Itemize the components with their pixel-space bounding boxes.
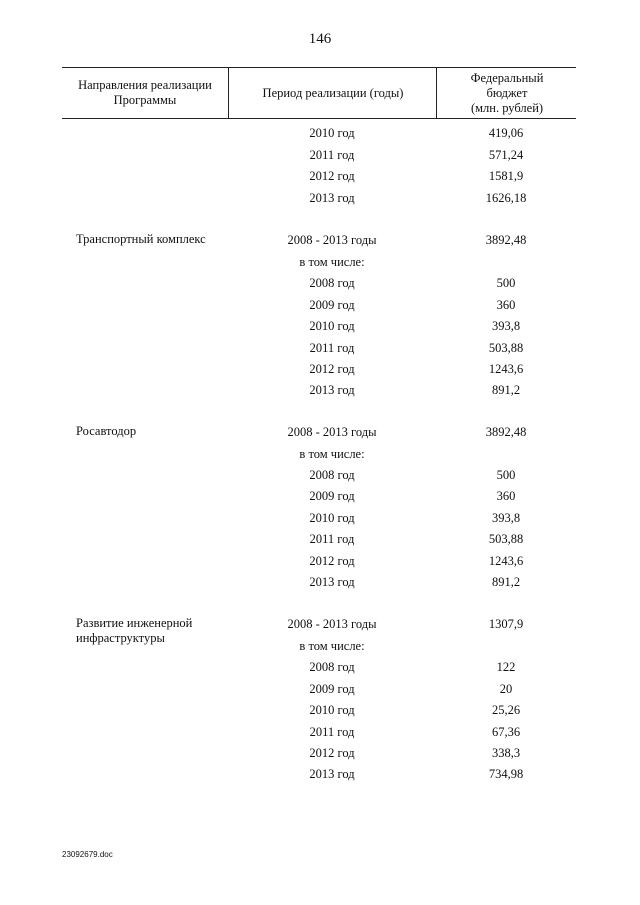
row-period: 2011 год [309, 532, 355, 546]
table-header [62, 67, 576, 119]
table-row [0, 295, 640, 315]
row-budget: 1243,6 [488, 554, 524, 568]
row-period: 2009 год [309, 682, 355, 696]
row-direction: Транспортный комплекс [76, 232, 206, 246]
document-filename: 23092679.doc [62, 850, 113, 859]
row-period: 2012 год [309, 554, 355, 568]
row-period: 2013 год [309, 191, 355, 205]
row-budget: 1307,9 [488, 617, 524, 631]
row-period: 2009 год [309, 489, 355, 503]
row-period: 2011 год [309, 148, 355, 162]
table-row [0, 679, 640, 699]
table-row [0, 188, 640, 208]
table-row [0, 551, 640, 571]
row-budget: 25,26 [491, 703, 521, 717]
row-period: 2013 год [309, 383, 355, 397]
table-row [0, 230, 640, 250]
row-period: в том числе: [299, 447, 365, 461]
table-row [0, 636, 640, 656]
table-row [0, 529, 640, 549]
row-budget: 419,06 [488, 126, 524, 140]
header-directions-label: Направления реализации Программы [78, 78, 212, 107]
row-period: 2008 - 2013 годы [287, 617, 377, 631]
row-budget: 500 [496, 468, 516, 482]
table-row [0, 722, 640, 742]
row-budget: 503,88 [488, 341, 524, 355]
row-budget: 1626,18 [485, 191, 527, 205]
row-budget: 360 [496, 489, 516, 503]
row-period: 2009 год [309, 298, 355, 312]
row-budget: 20 [499, 682, 513, 696]
table-row [0, 465, 640, 485]
header-directions [62, 68, 228, 118]
row-direction: Развитие инженерной инфраструктуры [76, 616, 193, 645]
header-budget-label: Федеральный бюджет (млн. рублей) [470, 70, 544, 115]
table-row [0, 316, 640, 336]
row-period: 2013 год [309, 767, 355, 781]
row-direction: Росавтодор [76, 424, 137, 438]
table-row [0, 508, 640, 528]
row-budget: 891,2 [491, 575, 521, 589]
header-period [228, 68, 437, 118]
row-period: 2010 год [309, 511, 355, 525]
row-period: в том числе: [299, 255, 365, 269]
row-period: 2008 год [309, 276, 355, 290]
table-row [0, 743, 640, 763]
row-budget: 500 [496, 276, 516, 290]
row-period: в том числе: [299, 639, 365, 653]
table-row [0, 614, 640, 645]
row-period: 2013 год [309, 575, 355, 589]
row-period: 2010 год [309, 319, 355, 333]
row-period: 2010 год [309, 126, 355, 140]
row-period: 2010 год [309, 703, 355, 717]
row-budget: 360 [496, 298, 516, 312]
table-row [0, 486, 640, 506]
row-budget: 338,3 [491, 746, 521, 760]
table-row [0, 657, 640, 677]
row-budget: 67,36 [491, 725, 521, 739]
row-budget: 891,2 [491, 383, 521, 397]
row-budget: 503,88 [488, 532, 524, 546]
table-row [0, 123, 640, 143]
table-row [0, 252, 640, 272]
row-budget: 3892,48 [485, 425, 527, 439]
row-period: 2011 год [309, 341, 355, 355]
table-row [0, 145, 640, 165]
row-budget: 1581,9 [488, 169, 524, 183]
row-budget: 734,98 [488, 767, 524, 781]
row-period: 2012 год [309, 746, 355, 760]
row-budget: 1243,6 [488, 362, 524, 376]
row-period: 2012 год [309, 169, 355, 183]
row-period: 2008 год [309, 468, 355, 482]
table-row [0, 166, 640, 186]
row-budget: 393,8 [491, 319, 521, 333]
header-period-label: Период реализации (годы) [262, 85, 404, 100]
table-row [0, 572, 640, 592]
row-budget: 122 [496, 660, 516, 674]
table-row [0, 273, 640, 293]
row-budget: 571,24 [488, 148, 524, 162]
row-budget: 3892,48 [485, 233, 527, 247]
table-row [0, 380, 640, 400]
table-row [0, 444, 640, 464]
table-row [0, 338, 640, 358]
row-period: 2011 год [309, 725, 355, 739]
row-budget: 393,8 [491, 511, 521, 525]
page-number: 146 [308, 31, 332, 47]
row-period: 2008 год [309, 660, 355, 674]
row-period: 2008 - 2013 годы [287, 425, 377, 439]
header-budget [436, 68, 577, 118]
table-row [0, 422, 640, 442]
row-period: 2012 год [309, 362, 355, 376]
table-row [0, 359, 640, 379]
table-row [0, 764, 640, 784]
table-row [0, 700, 640, 720]
row-period: 2008 - 2013 годы [287, 233, 377, 247]
